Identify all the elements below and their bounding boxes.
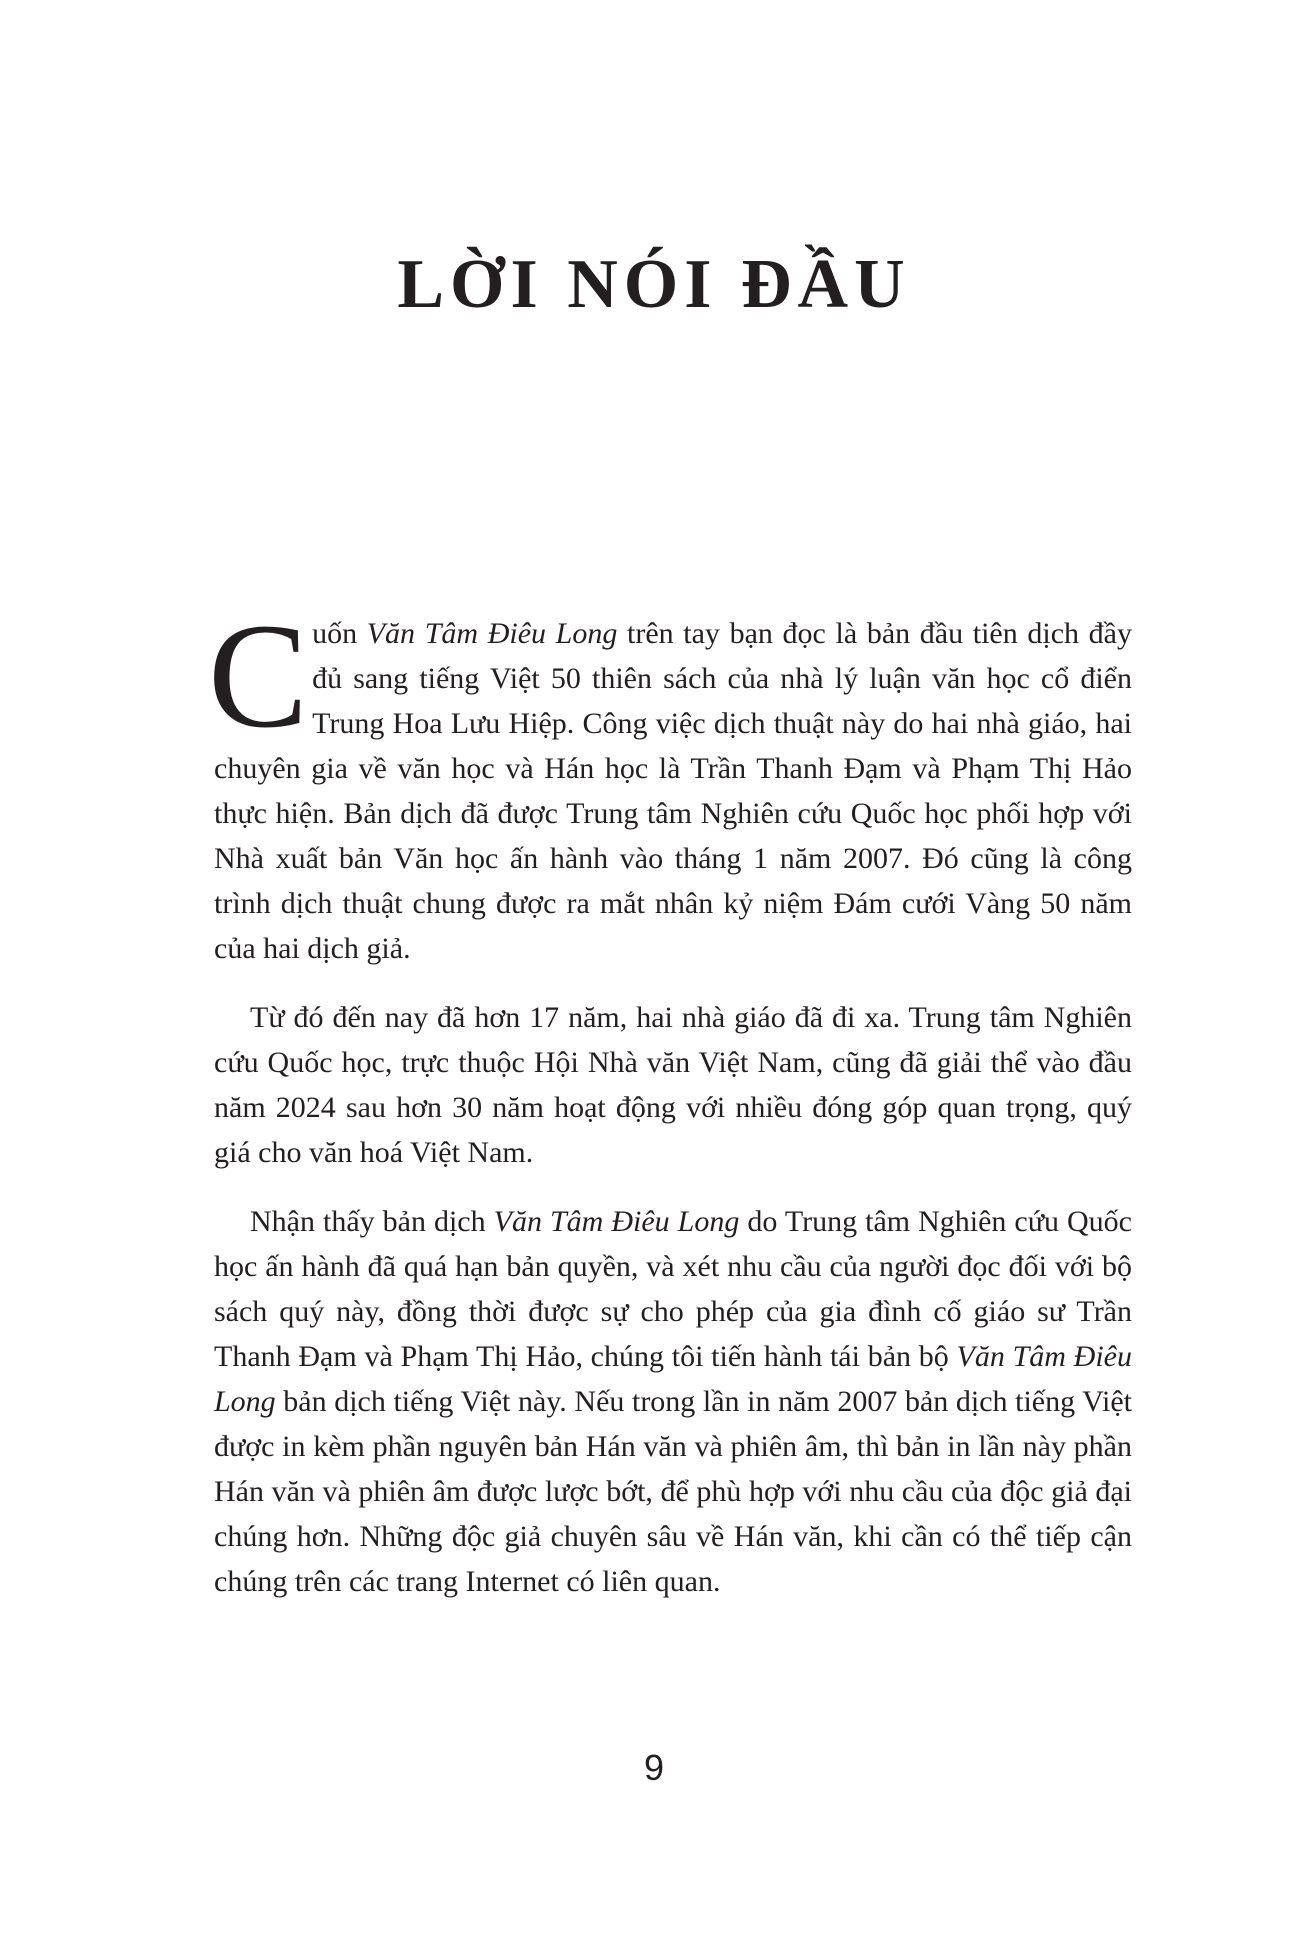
book-title-italic: Văn Tâm Điêu Long <box>214 1340 1132 1418</box>
chapter-title: LỜI NÓI ĐẦU <box>397 246 911 323</box>
drop-cap: C <box>208 593 309 759</box>
book-title-italic: Văn Tâm Điêu Long <box>366 617 618 650</box>
paragraph-1-run-2: trên tay bạn đọc là bản đầu tiên dịch đầy đủ sang tiếng Việt 50 thiên sách của nhà lý luận văn học cổ điển Trung Hoa Lưu Hiệp. Công việc dịch thuật này do hai nhà giáo, hai chuyên gia về văn học và Hán học là Trần Thanh Đạm và Phạm Thị Hảo thực hiện. Bản dịch đã được Trung tâm Nghiên cứu Quốc học phối hợp với Nhà xuất bản Văn học ấn hành vào tháng 1 năm 2007. Đó cũng là công trình dịch thuật chung được ra mắt nhân kỷ niệm Đám cưới Vàng 50 năm của hai dịch giả. <box>214 617 1132 965</box>
paragraph-3-run-3: bản dịch tiếng Việt này. Nếu trong lần in năm 2007 bản dịch tiếng Việt được in kèm phần nguyên bản Hán văn và phiên âm, thì bản in lần này phần Hán văn và phiên âm được lược bớt, để phù hợp với nhu cầu của độc giả đại chúng hơn. Những độc giả chuyên sâu về Hán văn, khi cần có thể tiếp cận chúng trên các trang Internet có liên quan. <box>214 1385 1132 1598</box>
body-text <box>208 593 1132 1628</box>
page-number: 9 <box>643 1747 665 1788</box>
paragraph-1 <box>208 593 1132 971</box>
book-title-italic: Văn Tâm Điêu Long <box>493 1205 740 1238</box>
paragraph-3 <box>214 1199 1132 1604</box>
paragraph-2: Từ đó đến nay đã hơn 17 năm, hai nhà giáo đã đi xa. Trung tâm Nghiên cứu Quốc học, trực thuộc Hội Nhà văn Việt Nam, cũng đã giải thể vào đầu năm 2024 sau hơn 30 năm hoạt động với nhiều đóng góp quan trọng, quý giá cho văn hoá Việt Nam. <box>214 1001 1132 1169</box>
paragraph-3-run-1: Nhận thấy bản dịch <box>250 1205 494 1238</box>
paragraph-3-run-2: do Trung tâm Nghiên cứu Quốc học ấn hành đã quá hạn bản quyền, và xét nhu cầu của người đọc đối với bộ sách quý này, đồng thời được sự cho phép của gia đình cố giáo sư Trần Thanh Đạm và Phạm Thị Hảo, chúng tôi tiến hành tái bản bộ <box>214 1205 1132 1373</box>
paragraph-1-run-1: uốn <box>312 617 367 650</box>
